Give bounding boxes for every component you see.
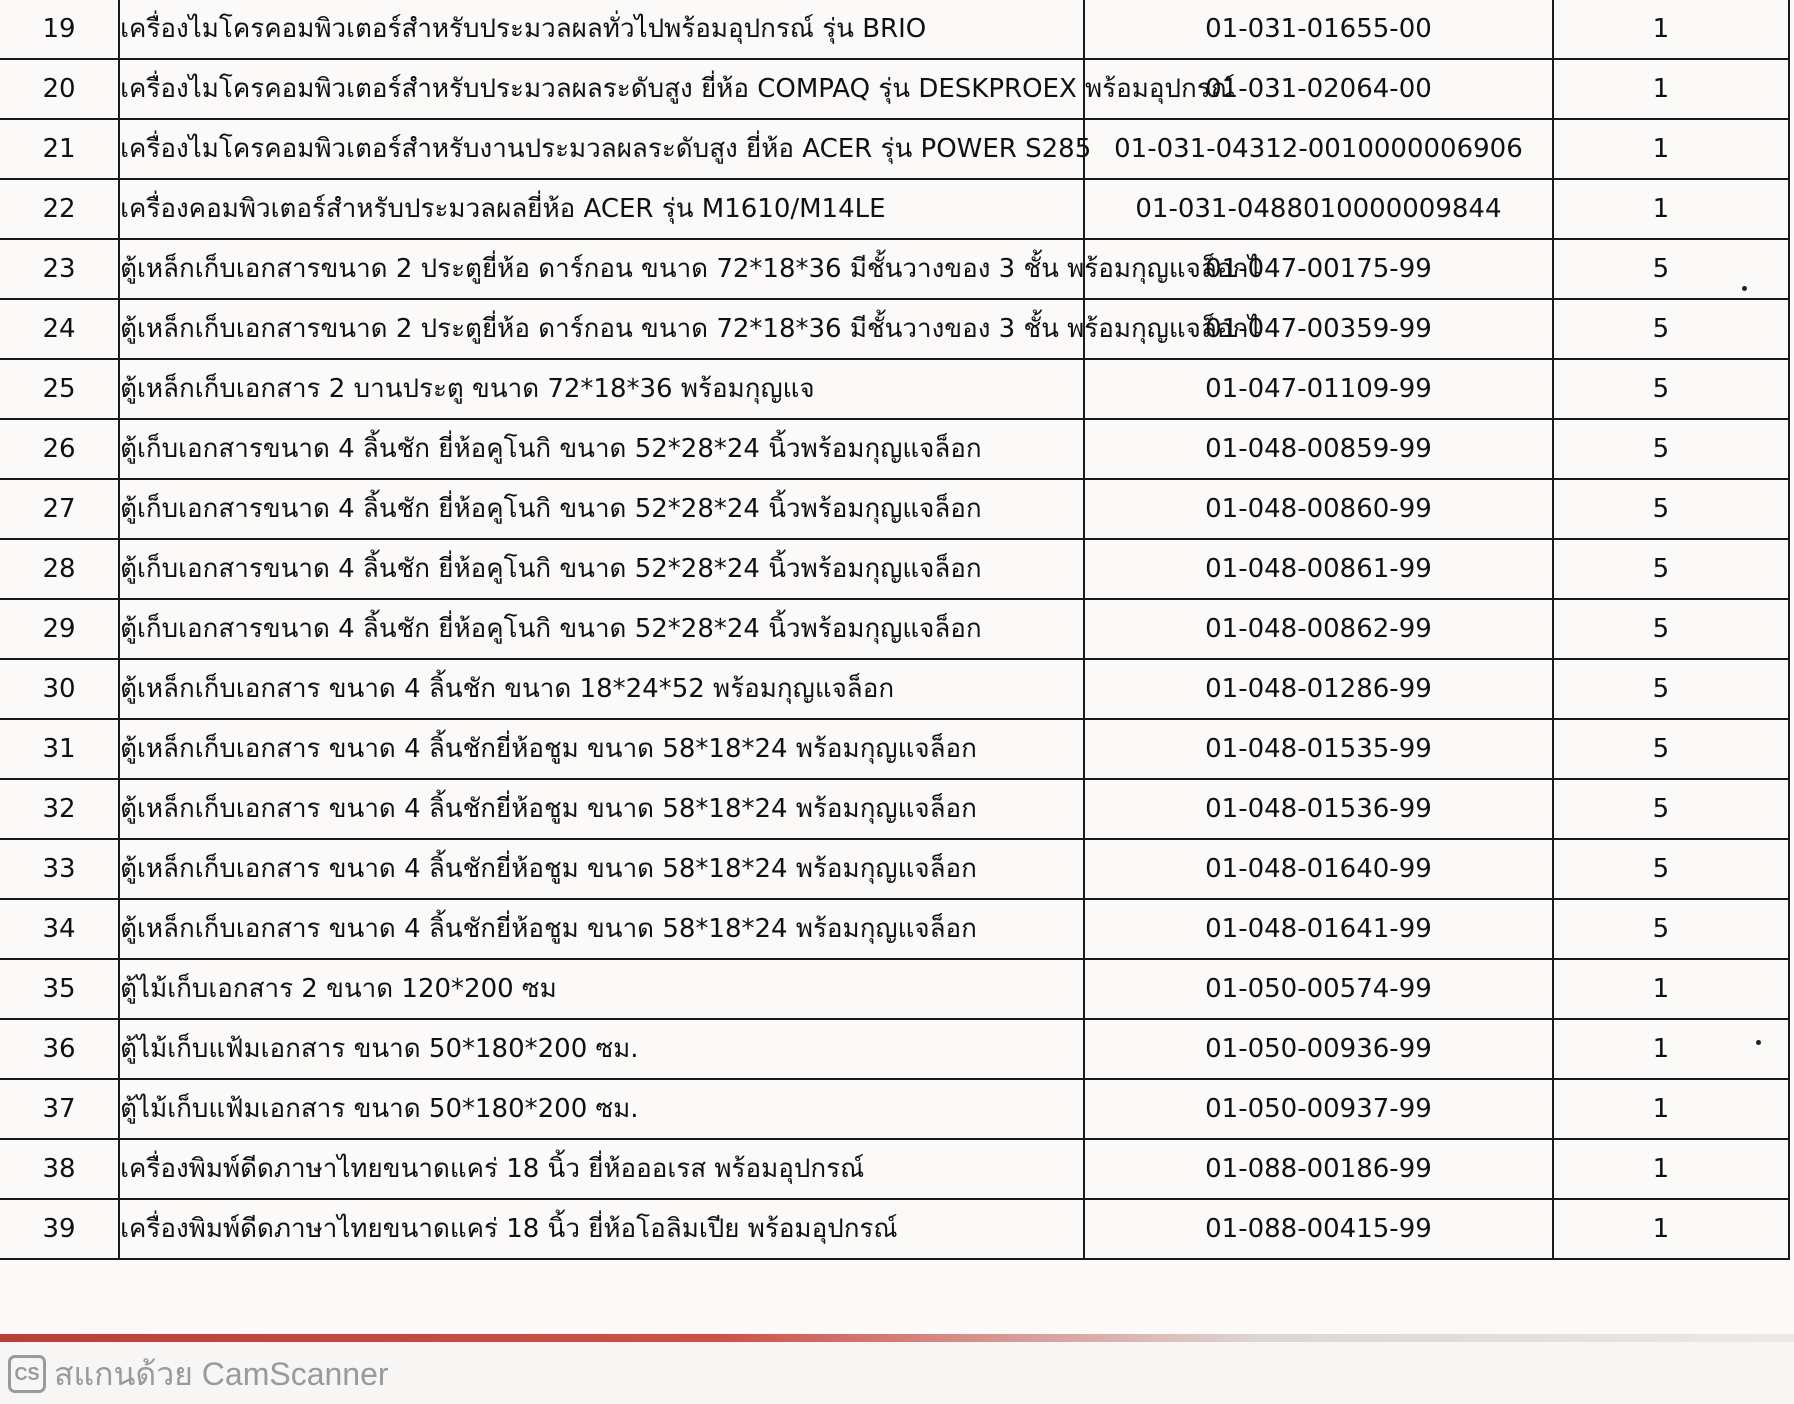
item-description: ตู้เหล็กเก็บเอกสาร ขนาด 4 ลิ้นชักยี่ห้อชูม ขนาด 58*18*24 พร้อมกุญแจล็อก	[120, 854, 977, 884]
row-number-cell	[0, 59, 119, 119]
table-row	[0, 1079, 1789, 1139]
item-description-cell	[119, 779, 1084, 839]
row-number: 20	[42, 74, 76, 104]
item-description-cell	[119, 1139, 1084, 1199]
table-row	[0, 479, 1789, 539]
row-number-cell	[0, 419, 119, 479]
asset-code-cell	[1084, 539, 1553, 599]
item-description-cell	[119, 539, 1084, 599]
asset-code: 01-048-01286-99	[1205, 674, 1432, 704]
row-number-cell	[0, 119, 119, 179]
quantity-cell	[1553, 419, 1789, 479]
table-row	[0, 659, 1789, 719]
quantity: 5	[1652, 434, 1670, 464]
asset-code-cell	[1084, 719, 1553, 779]
asset-code: 01-088-00186-99	[1205, 1154, 1432, 1184]
table-row	[0, 839, 1789, 899]
item-description: ตู้เก็บเอกสารขนาด 4 ลิ้นชัก ยี่ห้อคูโนกิ ขนาด 52*28*24 นิ้วพร้อมกุญแจล็อก	[120, 494, 982, 524]
asset-code: 01-048-00862-99	[1205, 614, 1432, 644]
row-number-cell	[0, 479, 119, 539]
item-description-cell	[119, 1079, 1084, 1139]
table-row	[0, 899, 1789, 959]
item-description: ตู้เหล็กเก็บเอกสาร ขนาด 4 ลิ้นชักยี่ห้อชูม ขนาด 58*18*24 พร้อมกุญแจล็อก	[120, 914, 977, 944]
row-number: 36	[42, 1034, 76, 1064]
item-description-cell	[119, 419, 1084, 479]
item-description-cell	[119, 839, 1084, 899]
row-number: 35	[42, 974, 76, 1004]
asset-code: 01-048-01536-99	[1205, 794, 1432, 824]
quantity: 1	[1652, 14, 1670, 44]
item-description: เครื่องคอมพิวเตอร์สำหรับประมวลผลยี่ห้อ ACER รุ่น M1610/M14LE	[120, 194, 886, 224]
row-number: 23	[42, 254, 76, 284]
asset-code: 01-048-00859-99	[1205, 434, 1432, 464]
table-row	[0, 1139, 1789, 1199]
asset-code: 01-048-00861-99	[1205, 554, 1432, 584]
asset-code: 01-048-01535-99	[1205, 734, 1432, 764]
table-row	[0, 1019, 1789, 1079]
table-row	[0, 299, 1789, 359]
row-number-cell	[0, 239, 119, 299]
row-number-cell	[0, 899, 119, 959]
table-row	[0, 0, 1789, 59]
quantity: 5	[1652, 554, 1670, 584]
asset-code-cell	[1084, 959, 1553, 1019]
asset-code-cell	[1084, 779, 1553, 839]
quantity: 1	[1652, 1214, 1670, 1244]
asset-code: 01-031-01655-00	[1205, 14, 1432, 44]
item-description-cell	[119, 59, 1235, 119]
asset-code-cell	[1084, 1139, 1553, 1199]
quantity: 5	[1652, 614, 1670, 644]
asset-code: 01-048-01640-99	[1205, 854, 1432, 884]
quantity: 5	[1652, 674, 1670, 704]
asset-code-cell	[1084, 419, 1553, 479]
asset-code-cell	[1084, 1199, 1553, 1259]
quantity-cell	[1553, 1199, 1789, 1259]
item-description: เครื่องไมโครคอมพิวเตอร์สำหรับประมวลผลทั่วไปพร้อมอุปกรณ์ รุ่น BRIO	[120, 14, 927, 44]
row-number: 25	[42, 374, 76, 404]
table-row	[0, 1199, 1789, 1259]
asset-code-cell	[1084, 0, 1553, 59]
row-number: 22	[42, 194, 76, 224]
table-row	[0, 119, 1789, 179]
scan-speck	[1742, 286, 1747, 291]
row-number-cell	[0, 1019, 119, 1079]
row-number: 21	[42, 134, 76, 164]
asset-code-cell	[1084, 899, 1553, 959]
quantity: 5	[1652, 854, 1670, 884]
quantity-cell	[1553, 659, 1789, 719]
row-number: 26	[42, 434, 76, 464]
asset-code: 01-048-00860-99	[1205, 494, 1432, 524]
table-row	[0, 599, 1789, 659]
quantity: 5	[1652, 314, 1670, 344]
item-description-cell	[119, 359, 1084, 419]
row-number-cell	[0, 359, 119, 419]
row-number: 31	[42, 734, 76, 764]
table-row	[0, 779, 1789, 839]
asset-code-cell	[1084, 599, 1553, 659]
row-number-cell	[0, 1199, 119, 1259]
quantity-cell	[1553, 239, 1789, 299]
quantity: 1	[1652, 1094, 1670, 1124]
item-description: เครื่องไมโครคอมพิวเตอร์สำหรับประมวลผลระดับสูง ยี่ห้อ COMPAQ รุ่น DESKPROEX พร้อมอุปกรณ์	[120, 74, 1235, 104]
row-number-cell	[0, 839, 119, 899]
row-number-cell	[0, 1139, 119, 1199]
quantity-cell	[1553, 1139, 1789, 1199]
asset-code: 01-050-00937-99	[1205, 1094, 1432, 1124]
quantity-cell	[1553, 899, 1789, 959]
camscanner-watermark	[8, 1352, 389, 1396]
row-number: 19	[42, 14, 76, 44]
row-number-cell	[0, 0, 119, 59]
item-description: ตู้เหล็กเก็บเอกสาร 2 บานประตู ขนาด 72*18*36 พร้อมกุญแจ	[120, 374, 815, 404]
row-number-cell	[0, 599, 119, 659]
table-row	[0, 59, 1789, 119]
row-number-cell	[0, 779, 119, 839]
quantity-cell	[1553, 1019, 1789, 1079]
row-number-cell	[0, 1079, 119, 1139]
item-description: ตู้เก็บเอกสารขนาด 4 ลิ้นชัก ยี่ห้อคูโนกิ ขนาด 52*28*24 นิ้วพร้อมกุญแจล็อก	[120, 434, 982, 464]
table-row	[0, 539, 1789, 599]
asset-code: 01-031-0488010000009844	[1135, 194, 1502, 224]
item-description-cell	[119, 239, 1262, 299]
item-description: ตู้เหล็กเก็บเอกสารขนาด 2 ประตูยี่ห้อ ดาร์กอน ขนาด 72*18*36 มีชั้นวางของ 3 ชั้น พร้อมกุญแจล็อกไ	[120, 314, 1262, 344]
asset-code: 01-031-02064-00	[1205, 74, 1432, 104]
row-number: 32	[42, 794, 76, 824]
item-description-cell	[119, 479, 1084, 539]
item-description: ตู้เหล็กเก็บเอกสาร ขนาด 4 ลิ้นชักยี่ห้อชูม ขนาด 58*18*24 พร้อมกุญแจล็อก	[120, 734, 977, 764]
table-row	[0, 959, 1789, 1019]
quantity-cell	[1553, 179, 1789, 239]
table-row	[0, 359, 1789, 419]
quantity: 5	[1652, 254, 1670, 284]
item-description-cell	[119, 1199, 1084, 1259]
item-description: ตู้ไม้เก็บแฟ้มเอกสาร ขนาด 50*180*200 ซม.	[120, 1094, 639, 1124]
asset-code: 01-048-01641-99	[1205, 914, 1432, 944]
row-number: 29	[42, 614, 76, 644]
item-description: ตู้เก็บเอกสารขนาด 4 ลิ้นชัก ยี่ห้อคูโนกิ ขนาด 52*28*24 นิ้วพร้อมกุญแจล็อก	[120, 554, 982, 584]
asset-code: 01-047-00175-99	[1205, 254, 1432, 284]
item-description: เครื่องพิมพ์ดีดภาษาไทยขนาดแคร่ 18 นิ้ว ยี่ห้อโอลิมเปีย พร้อมอุปกรณ์	[120, 1214, 898, 1244]
item-description: เครื่องไมโครคอมพิวเตอร์สำหรับงานประมวลผลระดับสูง ยี่ห้อ ACER รุ่น POWER S285	[120, 134, 1092, 164]
quantity-cell	[1553, 59, 1789, 119]
item-description-cell	[119, 719, 1084, 779]
item-description: เครื่องพิมพ์ดีดภาษาไทยขนาดแคร่ 18 นิ้ว ยี่ห้อออเรส พร้อมอุปกรณ์	[120, 1154, 865, 1184]
quantity: 1	[1652, 134, 1670, 164]
row-number: 33	[42, 854, 76, 884]
table-row	[0, 719, 1789, 779]
quantity: 5	[1652, 374, 1670, 404]
scan-edge-strip	[0, 1334, 1794, 1342]
row-number: 34	[42, 914, 76, 944]
quantity-cell	[1553, 959, 1789, 1019]
asset-code: 01-047-01109-99	[1205, 374, 1432, 404]
item-description-cell	[119, 659, 1084, 719]
row-number: 39	[42, 1214, 76, 1244]
item-description: ตู้เหล็กเก็บเอกสาร ขนาด 4 ลิ้นชัก ขนาด 18*24*52 พร้อมกุญแจล็อก	[120, 674, 895, 704]
quantity-cell	[1553, 839, 1789, 899]
table-row	[0, 179, 1789, 239]
row-number-cell	[0, 719, 119, 779]
asset-code: 01-047-00359-99	[1205, 314, 1432, 344]
row-number: 38	[42, 1154, 76, 1184]
quantity: 1	[1652, 74, 1670, 104]
row-number: 37	[42, 1094, 76, 1124]
asset-code-cell	[1084, 479, 1553, 539]
watermark-text: สแกนด้วย CamScanner	[54, 1355, 389, 1392]
row-number-cell	[0, 179, 119, 239]
row-number-cell	[0, 659, 119, 719]
camscanner-logo-icon: CS	[8, 1355, 46, 1393]
asset-code: 01-050-00574-99	[1205, 974, 1432, 1004]
item-description: ตู้ไม้เก็บเอกสาร 2 ขนาด 120*200 ซม	[120, 974, 557, 1004]
quantity: 5	[1652, 914, 1670, 944]
item-description-cell	[119, 959, 1084, 1019]
item-description-cell	[119, 899, 1084, 959]
asset-code-cell	[1084, 359, 1553, 419]
item-description-cell	[119, 0, 1084, 59]
item-description: ตู้ไม้เก็บแฟ้มเอกสาร ขนาด 50*180*200 ซม.	[120, 1034, 639, 1064]
item-description: ตู้เก็บเอกสารขนาด 4 ลิ้นชัก ยี่ห้อคูโนกิ ขนาด 52*28*24 นิ้วพร้อมกุญแจล็อก	[120, 614, 982, 644]
quantity-cell	[1553, 119, 1789, 179]
asset-code: 01-050-00936-99	[1205, 1034, 1432, 1064]
table-row	[0, 239, 1789, 299]
item-description-cell	[119, 599, 1084, 659]
row-number: 30	[42, 674, 76, 704]
item-description-cell	[119, 1019, 1084, 1079]
asset-code: 01-031-04312-0010000006906	[1114, 134, 1523, 164]
quantity-cell	[1553, 359, 1789, 419]
row-number-cell	[0, 959, 119, 1019]
item-description-cell	[119, 119, 1092, 179]
quantity-cell	[1553, 539, 1789, 599]
quantity-cell	[1553, 599, 1789, 659]
item-description-cell	[119, 179, 1084, 239]
row-number-cell	[0, 539, 119, 599]
asset-code-cell	[1084, 659, 1553, 719]
quantity-cell	[1553, 299, 1789, 359]
quantity-cell	[1553, 1079, 1789, 1139]
quantity-cell	[1553, 0, 1789, 59]
asset-code: 01-088-00415-99	[1205, 1214, 1432, 1244]
asset-code-cell	[1084, 1079, 1553, 1139]
row-number: 27	[42, 494, 76, 524]
asset-code-cell	[1084, 179, 1553, 239]
quantity: 1	[1652, 194, 1670, 224]
quantity: 5	[1652, 494, 1670, 524]
quantity-cell	[1553, 719, 1789, 779]
asset-code-cell	[1084, 839, 1553, 899]
quantity-cell	[1553, 779, 1789, 839]
item-description: ตู้เหล็กเก็บเอกสาร ขนาด 4 ลิ้นชักยี่ห้อชูม ขนาด 58*18*24 พร้อมกุญแจล็อก	[120, 794, 977, 824]
scan-speck	[1756, 1040, 1761, 1045]
asset-code-cell	[1084, 1019, 1553, 1079]
quantity: 5	[1652, 734, 1670, 764]
item-description-cell	[119, 299, 1262, 359]
quantity: 1	[1652, 1034, 1670, 1064]
row-number-cell	[0, 299, 119, 359]
quantity: 5	[1652, 794, 1670, 824]
quantity: 1	[1652, 1154, 1670, 1184]
row-number: 28	[42, 554, 76, 584]
row-number: 24	[42, 314, 76, 344]
quantity-cell	[1553, 479, 1789, 539]
quantity: 1	[1652, 974, 1670, 1004]
asset-code-cell	[1084, 119, 1553, 179]
item-description: ตู้เหล็กเก็บเอกสารขนาด 2 ประตูยี่ห้อ ดาร์กอน ขนาด 72*18*36 มีชั้นวางของ 3 ชั้น พร้อมกุญแจล็อกไ	[120, 254, 1262, 284]
table-row	[0, 419, 1789, 479]
